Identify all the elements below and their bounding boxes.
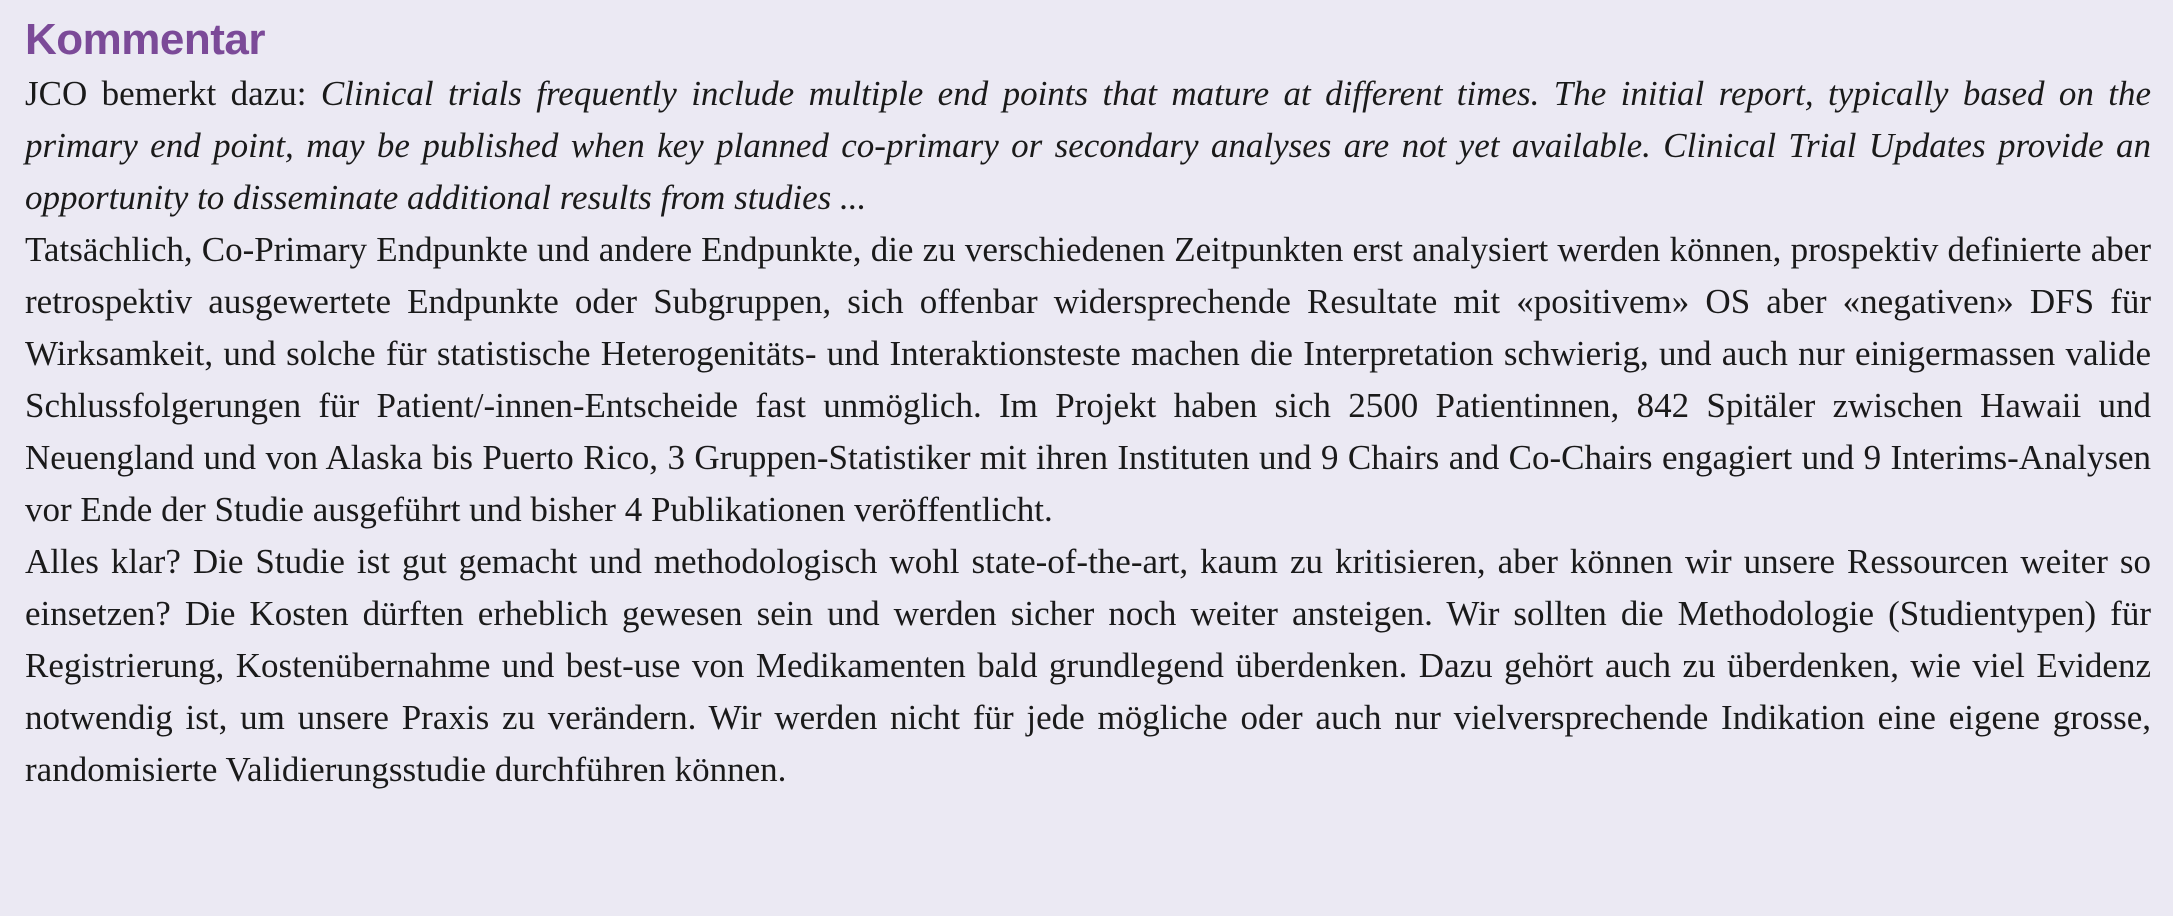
intro-paragraph bbox=[25, 68, 2151, 224]
jco-quote: Clinical trials frequently include multiple end points that mature at different times. The initial report, typically based on the primary end point, may be published when key planned co-primary or secondary analyses are not yet available. Clinical Trial Updates provide an opportunity to disseminate additional results from studies ... bbox=[25, 74, 2151, 217]
intro-lead: JCO bemerkt dazu: bbox=[25, 74, 321, 113]
body-paragraph-2: Tatsächlich, Co-Primary Endpunkte und andere Endpunkte, die zu verschiedenen Zeitpunkten erst analysiert werden können, prospektiv definierte aber retrospektiv ausgewertete Endpunkte oder Subgruppen, sich offenbar widersprechende Resultate mit «positivem» OS aber «negativen» DFS für Wirksamkeit, und solche für statistische Heterogenitäts- und Interaktionsteste machen die Interpretation schwierig, und auch nur einigermassen valide Schlussfolgerungen für Patient/-innen-Entscheide fast unmöglich. Im Projekt haben sich 2500 Patientinnen, 842 Spitäler zwischen Hawaii und Neuengland und von Alaska bis Puerto Rico, 3 Gruppen-Statistiker mit ihren Instituten und 9 Chairs and Co-Chairs engagiert und 9 Interims-Analysen vor Ende der Studie ausgeführt und bisher 4 Publikationen veröffentlicht. bbox=[25, 230, 2151, 529]
body-paragraph-3: Alles klar? Die Studie ist gut gemacht und methodologisch wohl state-of-the-art, kaum zu kritisieren, aber können wir unsere Ressourcen weiter so einsetzen? Die Kosten dürften erheblich gewesen sein und werden sicher noch weiter ansteigen. Wir sollten die Methodologie (Studientypen) für Registrierung, Kostenübernahme und best-use von Medikamenten bald grundlegend überdenken. Dazu gehört auch zu überdenken, wie viel Evidenz notwendig ist, um unsere Praxis zu verändern. Wir werden nicht für jede mögliche oder auch nur vielversprechende Indikation eine eigene grosse, randomisierte Validierungsstudie durchführen können. bbox=[25, 542, 2151, 789]
section-heading: Kommentar bbox=[25, 15, 265, 64]
